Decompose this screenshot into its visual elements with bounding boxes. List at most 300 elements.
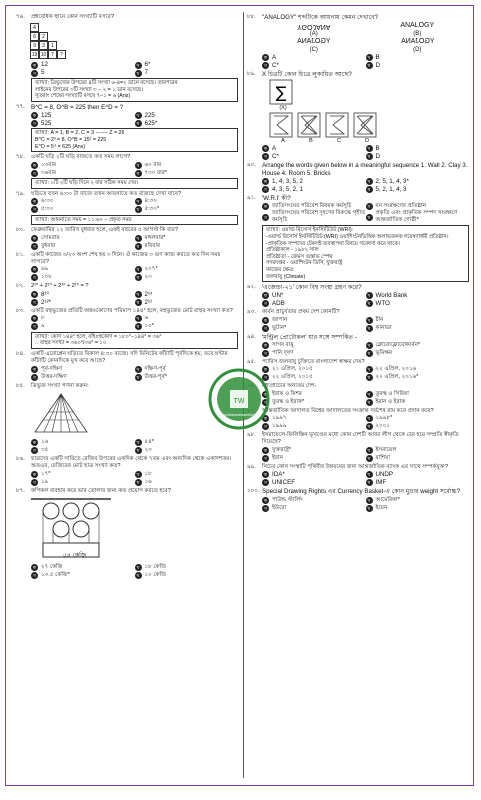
option-bubble-icon: খ	[135, 62, 142, 69]
question-q81	[16, 252, 238, 282]
explanation-line: লাইনের উপরের ৩টি সংখ্যা ৩ − ২ = ১ ডান বসেছে।	[35, 86, 143, 93]
answer-option[interactable]	[31, 198, 135, 206]
options	[247, 366, 469, 382]
answer-option[interactable]	[135, 234, 239, 242]
option-bubble-icon: গ	[31, 572, 38, 579]
answer-option[interactable]	[135, 564, 239, 572]
option-bubble-icon: ক	[32, 366, 37, 372]
option-bubble-icon: খ	[366, 145, 373, 152]
answer-option[interactable]	[366, 423, 470, 431]
question-q96	[247, 383, 469, 406]
answer-option[interactable]	[366, 185, 470, 193]
option-bubble-icon: গ	[31, 243, 38, 250]
options	[16, 198, 238, 214]
option-bubble-icon: গ	[262, 455, 269, 462]
answer-option[interactable]	[366, 504, 470, 512]
explanation-line: ব্যাখ্যা: ওয়ার্ল্ড রিসোর্স ইনস্টিটিউট (WRI):	[266, 227, 354, 234]
question-number: ৯১.	[247, 194, 256, 201]
question-q84	[16, 351, 238, 381]
question-q83	[16, 308, 238, 349]
question-text: 'মন্ট্রিল প্রোটোকল' যার সঙ্গে সম্পর্কিত -	[262, 333, 357, 341]
answer-option[interactable]	[366, 496, 470, 504]
option-text: রাশিয়া	[375, 454, 391, 461]
answer-option[interactable]	[31, 439, 135, 447]
option-bubble-icon: ঘ	[366, 153, 373, 160]
question-text: X চিত্রটি কোন চিত্রে লুকায়িত আছে?	[262, 71, 352, 79]
option-bubble-icon: ক	[263, 367, 268, 373]
answer-option[interactable]	[31, 274, 135, 282]
question-number: ৯৫.	[247, 358, 256, 365]
answer-option[interactable]	[31, 266, 135, 274]
option-bubble-icon: গ	[262, 374, 269, 381]
options	[16, 266, 238, 282]
options	[247, 471, 469, 487]
question-q93	[247, 309, 469, 332]
answer-option[interactable]	[135, 290, 239, 298]
answer-option[interactable]	[31, 290, 135, 298]
options	[247, 496, 469, 512]
option-bubble-icon: গ	[31, 323, 38, 330]
answer-option[interactable]	[262, 471, 366, 479]
option-text: রবিবার	[144, 242, 161, 249]
answer-option[interactable]	[135, 298, 239, 306]
question-number: ৯০.	[247, 162, 256, 169]
answer-option[interactable]	[366, 292, 470, 300]
option-text: ৪:৩০	[144, 198, 157, 205]
answer-option[interactable]	[135, 61, 239, 69]
option-text: ইরান	[272, 454, 283, 461]
option-text: ১৯৯৭	[272, 415, 287, 422]
option-text: ১০*	[144, 323, 154, 330]
answer-option[interactable]	[366, 324, 470, 332]
answer-option[interactable]	[262, 177, 366, 185]
options	[16, 439, 238, 455]
option-bubble-icon: গ	[31, 479, 38, 486]
option-bubble-icon: খ	[366, 317, 373, 324]
option-text: ১৮	[144, 470, 152, 477]
answer-option[interactable]	[366, 390, 470, 398]
option-bubble-icon: ঘ	[135, 447, 142, 454]
option-bubble-icon: ঘ	[135, 323, 142, 330]
figure-option-box	[269, 112, 297, 138]
option-text: ভূমিক্ষয়	[375, 349, 393, 356]
grid-cell	[66, 41, 75, 50]
answer-option[interactable]	[262, 423, 366, 431]
question-text: Special Drawing Rights এর Currency Basket-এ কোন মুদ্রার weight সর্বোচ্চ?	[262, 488, 461, 496]
answer-option[interactable]	[366, 300, 470, 308]
question-q95	[247, 359, 469, 382]
explanation-line: ব্যাখ্যা: ১টি ২টি ঘড়ি দিনে ২ বার সঠিক সময় দেয়।	[35, 180, 139, 187]
figure-label: A	[281, 137, 285, 144]
question-text: নিচের কোন সংস্থাটি পৃথিবীর উন্নয়নের জন্য আন্তর্জাতিক ব্যাংক এর সাথে সম্পর্কযুক্ত?	[262, 463, 449, 470]
answer-option[interactable]	[135, 447, 239, 455]
grid-cell: 2	[39, 32, 48, 41]
option-text: পানি দূষণ	[272, 349, 294, 356]
options	[247, 341, 469, 357]
answer-option[interactable]	[366, 479, 470, 487]
answer-option[interactable]	[262, 415, 366, 423]
question-text: ছাত্রদের একটি সারিতে রেজিব উপরের একদিক থেকে ৭তম এবং অন্যদিক থেকে একাদশতম। অতএব, রেজিবের মোট ছাত্র সংখ্যা কত?	[31, 456, 232, 470]
answer-option[interactable]	[31, 298, 135, 306]
option-text: ১০ কেজি	[144, 572, 167, 579]
answer-option[interactable]	[135, 439, 239, 447]
option-text: ৫:৩০*	[144, 206, 160, 213]
answer-option[interactable]	[262, 153, 366, 161]
answer-option[interactable]	[366, 153, 470, 161]
option-bubble-icon: ঘ	[366, 423, 373, 430]
answer-option[interactable]	[31, 234, 135, 242]
grid-cell	[39, 23, 48, 32]
question-number: ৮৭.	[16, 487, 25, 494]
option-text: ২২ এপ্রিল, ২০১৬	[375, 366, 417, 373]
answer-option[interactable]	[135, 274, 239, 282]
answer-option[interactable]	[135, 161, 239, 169]
grid-cell: 7	[48, 50, 57, 59]
analogy-label: (A)	[309, 30, 318, 37]
answer-option[interactable]	[31, 478, 135, 486]
option-bubble-icon: খ	[135, 198, 142, 205]
answer-option[interactable]	[262, 185, 366, 193]
question-q76	[16, 14, 238, 102]
option-bubble-icon: ক	[32, 199, 37, 205]
answer-option[interactable]	[366, 446, 470, 454]
question-number: ৯৩.	[247, 309, 256, 316]
question-q88	[247, 14, 469, 70]
answer-option[interactable]	[262, 374, 366, 382]
option-bubble-icon: খ	[366, 391, 373, 398]
grid-cell	[57, 23, 66, 32]
answer-option[interactable]	[31, 206, 135, 214]
option-bubble-icon: গ	[262, 350, 269, 357]
answer-option[interactable]	[262, 54, 366, 62]
answer-option[interactable]	[366, 316, 470, 324]
answer-option[interactable]	[135, 111, 239, 119]
option-bubble-icon: গ	[31, 70, 38, 77]
option-text: A	[272, 144, 277, 152]
option-text: IMF	[375, 479, 387, 487]
option-text: IDA*	[272, 471, 285, 479]
answer-option[interactable]	[262, 398, 366, 406]
option-text: জাতিসংঘের পরিবেশ দূষণের বিরুদ্ধে গৃহীত কর্মসূচি	[272, 210, 366, 224]
option-bubble-icon: ক	[32, 316, 37, 322]
answer-option[interactable]	[135, 169, 239, 177]
question-q91	[247, 195, 469, 282]
analogy-word: YGOJANA	[297, 22, 331, 30]
analogy-row	[247, 22, 469, 38]
answer-option[interactable]	[31, 242, 135, 250]
option-bubble-icon: গ	[31, 120, 38, 127]
option-text: ১০৮	[41, 274, 52, 281]
answer-option[interactable]	[31, 119, 135, 127]
svg-text:∑: ∑	[275, 82, 287, 102]
options	[247, 177, 469, 193]
question-number: ৭৮.	[16, 154, 25, 161]
right-column	[247, 14, 469, 514]
answer-option[interactable]	[135, 198, 239, 206]
answer-option[interactable]	[31, 315, 135, 323]
option-text: জাতিসংঘের পরিবেশ বিষয়ক কর্মসূচি	[272, 202, 352, 209]
option-text: D	[375, 61, 380, 69]
question-q89	[247, 71, 469, 161]
option-text: B	[375, 144, 380, 152]
options	[16, 365, 238, 381]
answer-option[interactable]	[366, 471, 470, 479]
option-text: ১৩বার	[41, 161, 57, 168]
answer-option[interactable]	[262, 292, 366, 300]
option-text: আমেরিকা*	[375, 496, 400, 503]
option-bubble-icon: খ	[135, 439, 142, 446]
explanation-line: ব্যাখ্যা: আয়নাতে সময় = ১১:৬০ − প্রকৃত সময়	[35, 216, 132, 223]
option-bubble-icon: ঘ	[135, 70, 142, 77]
figure-x	[269, 79, 293, 105]
grid-cell: 1	[48, 41, 57, 50]
option-bubble-icon: খ	[366, 342, 373, 349]
option-bubble-icon: ঘ	[366, 399, 373, 406]
explanation-box	[31, 128, 238, 152]
option-text: সোমবার	[41, 234, 60, 241]
option-bubble-icon: গ	[262, 153, 269, 160]
answer-option[interactable]	[31, 564, 135, 572]
question-q77	[16, 104, 238, 152]
option-text: 2¹⁴	[144, 290, 153, 298]
grid-cell	[66, 23, 75, 32]
answer-option[interactable]	[262, 324, 366, 332]
option-bubble-icon: ঘ	[135, 479, 142, 486]
answer-option[interactable]	[366, 54, 470, 62]
answer-option[interactable]	[31, 323, 135, 331]
question-q86	[16, 456, 238, 486]
explanation-line: ব্যাখ্যা: ত্রিভুজের উপরের ৪টি সংখ্যা ৬-৪=২ ডানে বসেছে। তারপরের	[35, 80, 178, 86]
option-bubble-icon: খ	[135, 315, 142, 322]
option-text: দক্ষিণ-পূর্ব	[144, 365, 166, 372]
option-text: যুক্তরাষ্ট্র*	[272, 446, 292, 453]
option-text: 7	[144, 69, 148, 77]
answer-option[interactable]	[262, 446, 366, 454]
explanation-box	[31, 78, 238, 102]
question-number: ৮৯.	[247, 71, 256, 78]
question-q92	[247, 284, 469, 308]
option-text: B	[375, 53, 380, 61]
question-text: প্রশ্নবোধক স্থানে কোন সংখ্যাটি বসবে?	[31, 14, 114, 20]
option-text: UNDP	[375, 471, 394, 479]
answer-option[interactable]	[366, 210, 470, 224]
answer-option[interactable]	[366, 341, 470, 349]
grid-cell: 4	[30, 23, 39, 32]
option-text: A	[272, 53, 277, 61]
answer-option[interactable]	[31, 447, 135, 455]
option-text: ভুটান*	[272, 324, 287, 331]
answer-option[interactable]	[366, 454, 470, 462]
answer-option[interactable]	[31, 69, 135, 77]
option-text: ২৩	[144, 274, 152, 281]
option-bubble-icon: ঘ	[366, 214, 373, 221]
weight-label: ৫৪ কেজি	[63, 552, 87, 559]
answer-option[interactable]	[262, 145, 366, 153]
option-bubble-icon: গ	[31, 374, 38, 381]
option-text: তুরস্ক ও সিরিয়া	[375, 390, 409, 397]
question-text: প্যারিস জলবায়ু চুক্তিতে বাংলাদেশ স্বাক্ষর দেয়?	[262, 358, 365, 365]
answer-option[interactable]	[366, 145, 470, 153]
question-number: ১০০.	[247, 488, 260, 495]
answer-option[interactable]	[262, 454, 366, 462]
option-text: ৯	[41, 323, 45, 330]
answer-option[interactable]	[366, 177, 470, 185]
option-text: ২২ এপ্রিল, ২০১৬*	[375, 374, 419, 381]
answer-option[interactable]	[135, 242, 239, 250]
answer-option[interactable]	[135, 470, 239, 478]
answer-option[interactable]	[135, 69, 239, 77]
options	[16, 111, 238, 127]
option-bubble-icon: খ	[135, 266, 142, 273]
options	[16, 161, 238, 177]
answer-option[interactable]	[366, 415, 470, 423]
option-text: 2¹²*	[41, 298, 51, 306]
answer-option[interactable]	[31, 365, 135, 373]
option-text: C*	[272, 152, 279, 160]
options	[16, 290, 238, 306]
answer-option[interactable]	[262, 316, 366, 324]
answer-option[interactable]	[262, 496, 366, 504]
option-bubble-icon: ক	[263, 497, 268, 503]
option-bubble-icon: খ	[135, 162, 142, 169]
option-bubble-icon: গ	[31, 206, 38, 213]
option-text: মঙ্গলবার*	[144, 234, 166, 241]
figure-label: C	[337, 137, 341, 144]
answer-option[interactable]	[262, 504, 366, 512]
answer-option[interactable]	[366, 374, 470, 382]
option-bubble-icon: ক	[263, 416, 268, 422]
option-text: ইরান ও ইরাক	[375, 398, 406, 405]
explanation-line: -ওয়ার্ল্ড রিসোর্স ইনস্টিটিউট (WRI) ওয়াশিংটনভিত্তিক অলাভজনক গবেষণাধর্মী প্রতিষ্ঠান।	[266, 234, 449, 241]
answer-option[interactable]	[262, 341, 366, 349]
option-text: ১৬	[144, 478, 152, 485]
option-text: ১৩.৫ কেজি*	[41, 572, 70, 579]
answer-option[interactable]	[262, 300, 366, 308]
option-bubble-icon: ঘ	[366, 479, 373, 486]
answer-option[interactable]	[262, 366, 366, 374]
option-text: C*	[272, 61, 279, 69]
option-text: চীন	[375, 316, 384, 323]
option-bubble-icon: ঘ	[135, 572, 142, 579]
answer-option[interactable]	[31, 169, 135, 177]
option-bubble-icon: ঘ	[135, 374, 142, 381]
options	[247, 54, 469, 70]
question-q90	[247, 162, 469, 193]
grid-cell: ?	[57, 50, 66, 59]
explanation-box	[31, 215, 238, 226]
option-text: ২৭ কেজি	[41, 564, 63, 571]
answer-option[interactable]	[262, 62, 366, 70]
option-bubble-icon: ক	[32, 565, 37, 571]
option-text: 6*	[144, 61, 151, 69]
option-text: ১৯৯৯	[272, 423, 287, 430]
options	[247, 145, 469, 161]
answer-option[interactable]	[262, 479, 366, 487]
answer-option[interactable]	[135, 315, 239, 323]
option-bubble-icon: ক	[32, 440, 37, 446]
option-text: তুরস্ক ও ইরাক*	[272, 398, 305, 405]
option-text: ১৯৯৮*	[375, 415, 393, 422]
option-text: ক্লোরোফ্লোরোকার্বন*	[375, 341, 421, 348]
option-bubble-icon: ঘ	[366, 350, 373, 357]
option-bubble-icon: খ	[135, 366, 142, 373]
option-text: D	[375, 152, 380, 160]
answer-option[interactable]	[31, 572, 135, 580]
option-text: বন সংরক্ষণের প্রতিষ্ঠান	[375, 202, 427, 209]
question-number: ৭৭.	[16, 103, 25, 110]
answer-option[interactable]	[135, 206, 239, 214]
question-number: ৮৪.	[16, 351, 25, 358]
option-bubble-icon: খ	[366, 497, 373, 504]
figure-label: D	[365, 137, 369, 144]
question-number: ৮৬.	[16, 456, 25, 463]
explanation-line: E^D = 5⁴ = 625 (Ans)	[35, 143, 86, 150]
grid-cell	[66, 32, 75, 41]
answer-option[interactable]	[31, 161, 135, 169]
question-text: কার্বন প্রাচুর্যতার প্রথম দেশ কোনটি?	[262, 309, 340, 316]
question-number: ৭৬.	[16, 14, 25, 20]
option-bubble-icon: গ	[262, 325, 269, 332]
option-bubble-icon: খ	[135, 112, 142, 119]
question-q85	[16, 383, 238, 455]
option-bubble-icon: ক	[263, 293, 268, 299]
explanation-line: ব্যাখ্যা: কোণ ১৪৪° হলে, বহিঃস্থকোণ = ১৮০°−১৪৪° = ৩৬°	[35, 333, 162, 340]
answer-option[interactable]	[262, 210, 366, 224]
option-text: World Bank	[375, 292, 408, 300]
option-bubble-icon: ক	[263, 178, 268, 184]
question-number: ৮৫.	[16, 382, 25, 389]
option-bubble-icon: ঘ	[366, 505, 373, 512]
answer-option[interactable]	[366, 398, 470, 406]
option-bubble-icon: খ	[366, 447, 373, 454]
answer-option[interactable]	[135, 478, 239, 486]
answer-option[interactable]	[31, 470, 135, 478]
answer-option[interactable]	[135, 266, 239, 274]
option-text: সাগর বায়ু	[272, 341, 294, 348]
explanation-line: সুতরাং শেষের সংখ্যাটি বসবে ৭−১ = ৬ (Ans)	[35, 93, 131, 100]
answer-option[interactable]	[366, 349, 470, 357]
option-text: ৫:৩০	[41, 206, 54, 213]
answer-option[interactable]	[135, 572, 239, 580]
answer-option[interactable]	[31, 61, 135, 69]
options	[247, 446, 469, 462]
answer-option[interactable]	[366, 366, 470, 374]
option-bubble-icon: ঘ	[366, 62, 373, 69]
question-text: "ANALOGY" শব্দটিকে আয়নায় কেমন দেখাবে?	[262, 14, 379, 21]
answer-option[interactable]	[366, 62, 470, 70]
answer-option[interactable]	[262, 349, 366, 357]
option-bubble-icon: গ	[262, 214, 269, 221]
question-number: ৮৩.	[16, 307, 25, 314]
option-bubble-icon: ক	[32, 235, 37, 241]
answer-option[interactable]	[31, 373, 135, 381]
question-text: একটি বহুভুজের প্রতিটি অন্তঃকোণের পরিমাপ ১৪৪° হলে, বহুভুজের মোট বাহুর সংখ্যা কত?	[31, 307, 233, 314]
answer-option[interactable]	[135, 119, 239, 127]
option-text: 5, 2, 1, 4, 3	[375, 185, 407, 193]
answer-option[interactable]	[135, 323, 239, 331]
option-text: UN*	[272, 292, 284, 300]
answer-option[interactable]	[262, 390, 366, 398]
option-bubble-icon: ক	[263, 55, 268, 61]
option-bubble-icon: গ	[262, 186, 269, 193]
option-text: ২১ এপ্রিল, ২০১৫	[272, 366, 313, 373]
answer-option[interactable]	[31, 111, 135, 119]
option-bubble-icon: ক	[32, 471, 37, 477]
options	[16, 234, 238, 250]
option-text: 1, 4, 3, 5, 2	[272, 177, 303, 185]
analogy-word: YGOJANA	[297, 37, 331, 45]
options	[16, 61, 238, 77]
